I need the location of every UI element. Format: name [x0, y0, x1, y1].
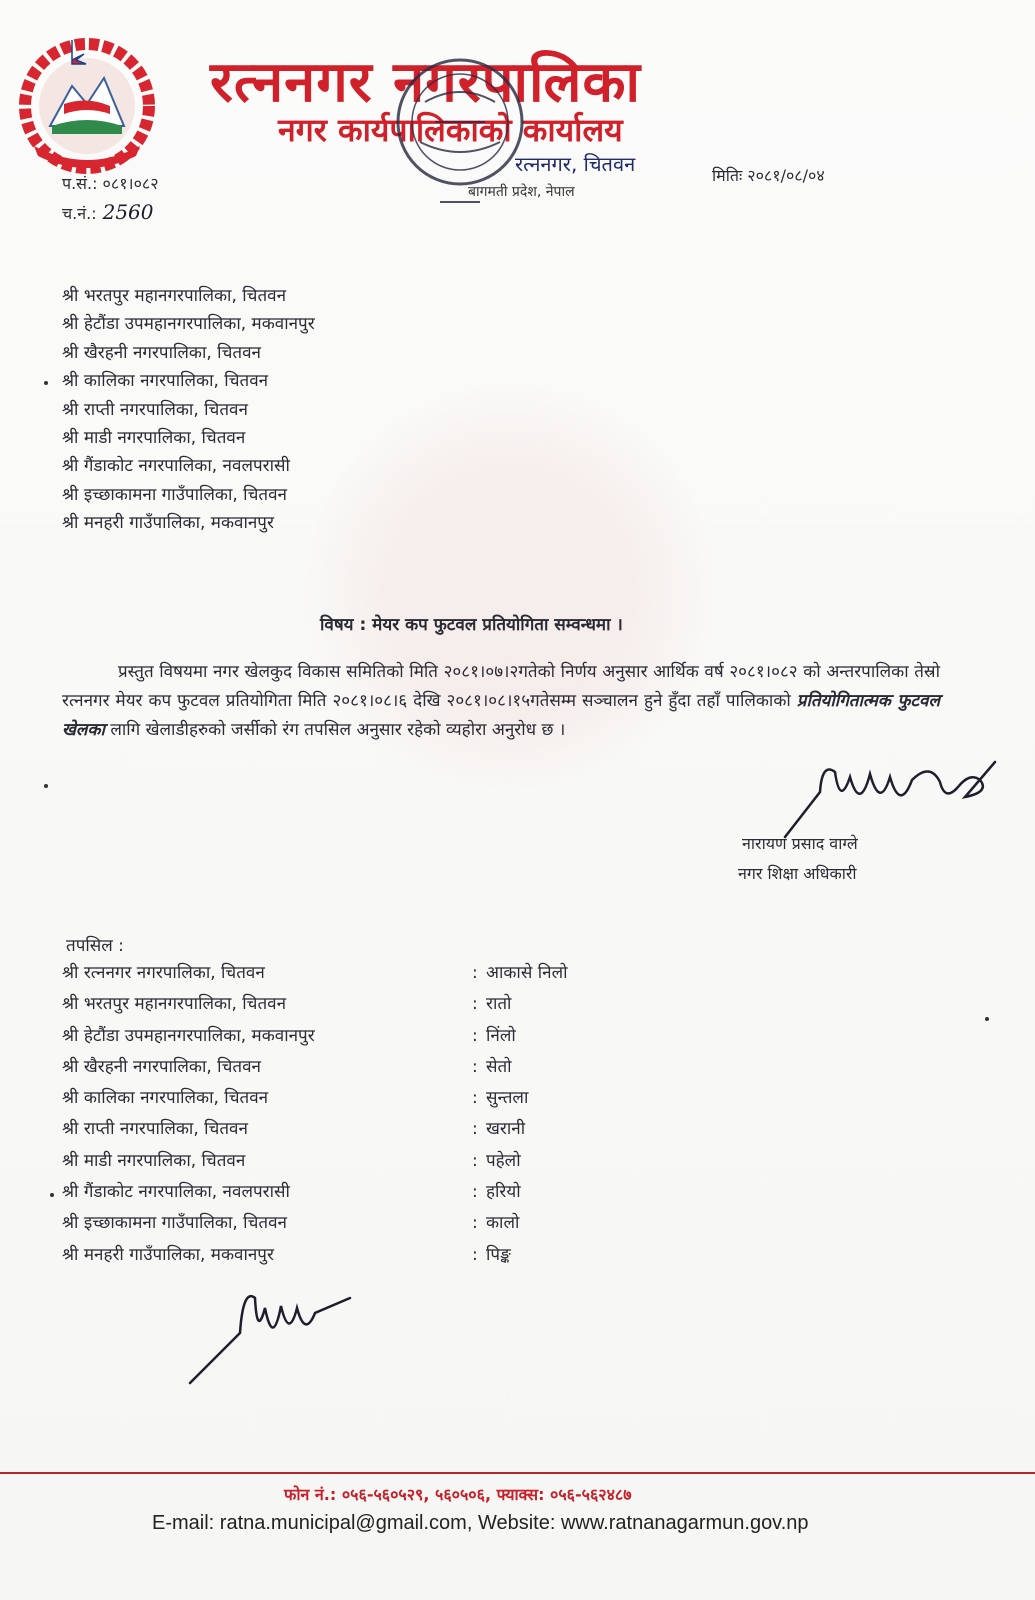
- municipality-name: श्री गैंडाकोट नगरपालिका, नवलपरासी: [62, 1182, 290, 1203]
- schedule-row: [62, 1052, 622, 1083]
- dispatch-label: च.नं.:: [62, 204, 97, 223]
- schedule-row: [62, 1114, 622, 1145]
- recipient-item: श्री हेटौंडा उपमहानगरपालिका, मकवानपुर: [62, 314, 315, 335]
- letter-date: मितिः २०८१/०८/०४: [712, 166, 825, 185]
- municipality-name: श्री माडी नगरपालिका, चितवन: [62, 1150, 246, 1171]
- office-location: रत्ननगर, चितवन: [515, 152, 636, 176]
- schedule-heading: तपसिल :: [66, 936, 124, 956]
- footer-divider: [0, 1472, 1035, 1474]
- colon-separator: :: [472, 963, 478, 983]
- signatory-name: नारायण प्रसाद वाग्ले: [742, 834, 858, 853]
- municipality-name: श्री खैरहनी नगरपालिका, चितवन: [62, 1056, 261, 1077]
- signature-icon: [185, 1278, 360, 1388]
- scan-speck: [985, 1017, 989, 1021]
- schedule-row: [62, 1083, 622, 1114]
- dispatch-value: 2560: [102, 200, 154, 224]
- jersey-color: कालो: [486, 1213, 520, 1234]
- jersey-color: निंलो: [486, 1025, 516, 1046]
- footer-phone: फोन नं.: ०५६-५६०५२९, ५६०५०६, फ्याक्स: ०५६-५६२४८७: [284, 1485, 632, 1504]
- colon-separator: :: [472, 1213, 478, 1234]
- jersey-color: रातो: [486, 994, 512, 1015]
- schedule-row: [62, 1177, 622, 1208]
- office-province: बागमती प्रदेश, नेपाल: [468, 184, 575, 200]
- letter-body: [62, 658, 940, 745]
- jersey-color: पहेलो: [486, 1150, 521, 1171]
- recipient-item: श्री कालिका नगरपालिका, चितवन: [62, 371, 269, 392]
- scan-speck: [50, 1193, 54, 1197]
- scan-speck: [44, 784, 48, 788]
- colon-separator: :: [472, 1088, 478, 1109]
- municipality-name: श्री मनहरी गाउँपालिका, मकवानपुर: [62, 1244, 274, 1265]
- municipality-name: श्री हेटौंडा उपमहानगरपालिका, मकवानपुर: [62, 1025, 315, 1046]
- colon-separator: :: [472, 1025, 478, 1046]
- schedule-row: [62, 989, 622, 1020]
- scan-speck: [44, 381, 48, 385]
- body-part-1: प्रस्तुत विषयमा नगर खेलकुद विकास समितिको मिति २०८१।०७।२गतेको निर्णय अनुसार आर्थिक वर्ष २०८१।०८२ को अन्तरपालिका तेस्रो रत्ननगर मेयर कप फुटवल प्रतियोगिता मिति २०८१।०८।६ देखि २०८१।०८।१५गतेसम्म सञ्चालन हुने हुँदा तहाँ पालिकाको: [62, 662, 940, 711]
- recipients-list: [62, 282, 315, 538]
- nepal-emblem-icon: [12, 34, 162, 174]
- municipality-name: श्री रत्ननगर नगरपालिका, चितवन: [62, 963, 265, 983]
- signature-icon: [780, 752, 1000, 842]
- colon-separator: :: [472, 994, 478, 1015]
- recipient-item: श्री मनहरी गाउँपालिका, मकवानपुर: [62, 513, 274, 534]
- schedule-row: [62, 1021, 622, 1052]
- schedule-row: [62, 1208, 622, 1239]
- footer-contact: E-mail: ratna.municipal@gmail.com, Website: www.ratnanagarmun.gov.np: [152, 1512, 809, 1534]
- reference-number: प.सं.: ०८१।०८२: [62, 174, 159, 193]
- office-stamp-icon: [385, 42, 535, 217]
- letter-subject: विषय : मेयर कप फुटवल प्रतियोगिता सम्वन्धमा ।: [320, 615, 623, 635]
- municipality-name: श्री भरतपुर महानगरपालिका, चितवन: [62, 994, 287, 1015]
- dispatch-number: [62, 200, 154, 224]
- body-part-2: लागि खेलाडीहरुको जर्सीको रंग तपसिल अनुसार रहेको व्यहोरा अनुरोध छ ।: [110, 720, 566, 740]
- jersey-color-list: [62, 958, 622, 1271]
- colon-separator: :: [472, 1056, 478, 1077]
- colon-separator: :: [472, 1244, 478, 1265]
- recipient-item: श्री खैरहनी नगरपालिका, चितवन: [62, 342, 261, 363]
- jersey-color: खरानी: [486, 1119, 526, 1140]
- signatory-title: नगर शिक्षा अधिकारी: [738, 864, 857, 883]
- municipality-title: रत्ननगर नगरपालिका: [210, 50, 641, 115]
- jersey-color: सुन्तला: [486, 1088, 529, 1109]
- jersey-color: आकासे निलो: [486, 963, 568, 983]
- body-emphasis: प्रतियोगितात्मक फुटवल खेलका: [62, 691, 940, 740]
- recipient-item: श्री भरतपुर महानगरपालिका, चितवन: [62, 286, 287, 306]
- jersey-color: हरियो: [486, 1182, 521, 1203]
- recipient-item: श्री इच्छाकामना गाउँपालिका, चितवन: [62, 484, 287, 505]
- colon-separator: :: [472, 1150, 478, 1171]
- schedule-row: [62, 1146, 622, 1177]
- schedule-row: [62, 1240, 622, 1271]
- jersey-color: सेतो: [486, 1056, 512, 1077]
- colon-separator: :: [472, 1182, 478, 1203]
- schedule-row: [62, 958, 622, 989]
- office-subtitle: नगर कार्यपालिकाको कार्यालय: [278, 111, 623, 149]
- recipient-item: श्री राप्ती नगरपालिका, चितवन: [62, 399, 248, 420]
- municipality-name: श्री राप्ती नगरपालिका, चितवन: [62, 1119, 248, 1140]
- colon-separator: :: [472, 1119, 478, 1140]
- recipient-item: श्री माडी नगरपालिका, चितवन: [62, 428, 246, 449]
- jersey-color: पिङ्क: [486, 1244, 511, 1265]
- municipality-name: श्री इच्छाकामना गाउँपालिका, चितवन: [62, 1213, 287, 1234]
- municipality-name: श्री कालिका नगरपालिका, चितवन: [62, 1088, 269, 1109]
- recipient-item: श्री गैंडाकोट नगरपालिका, नवलपरासी: [62, 456, 290, 477]
